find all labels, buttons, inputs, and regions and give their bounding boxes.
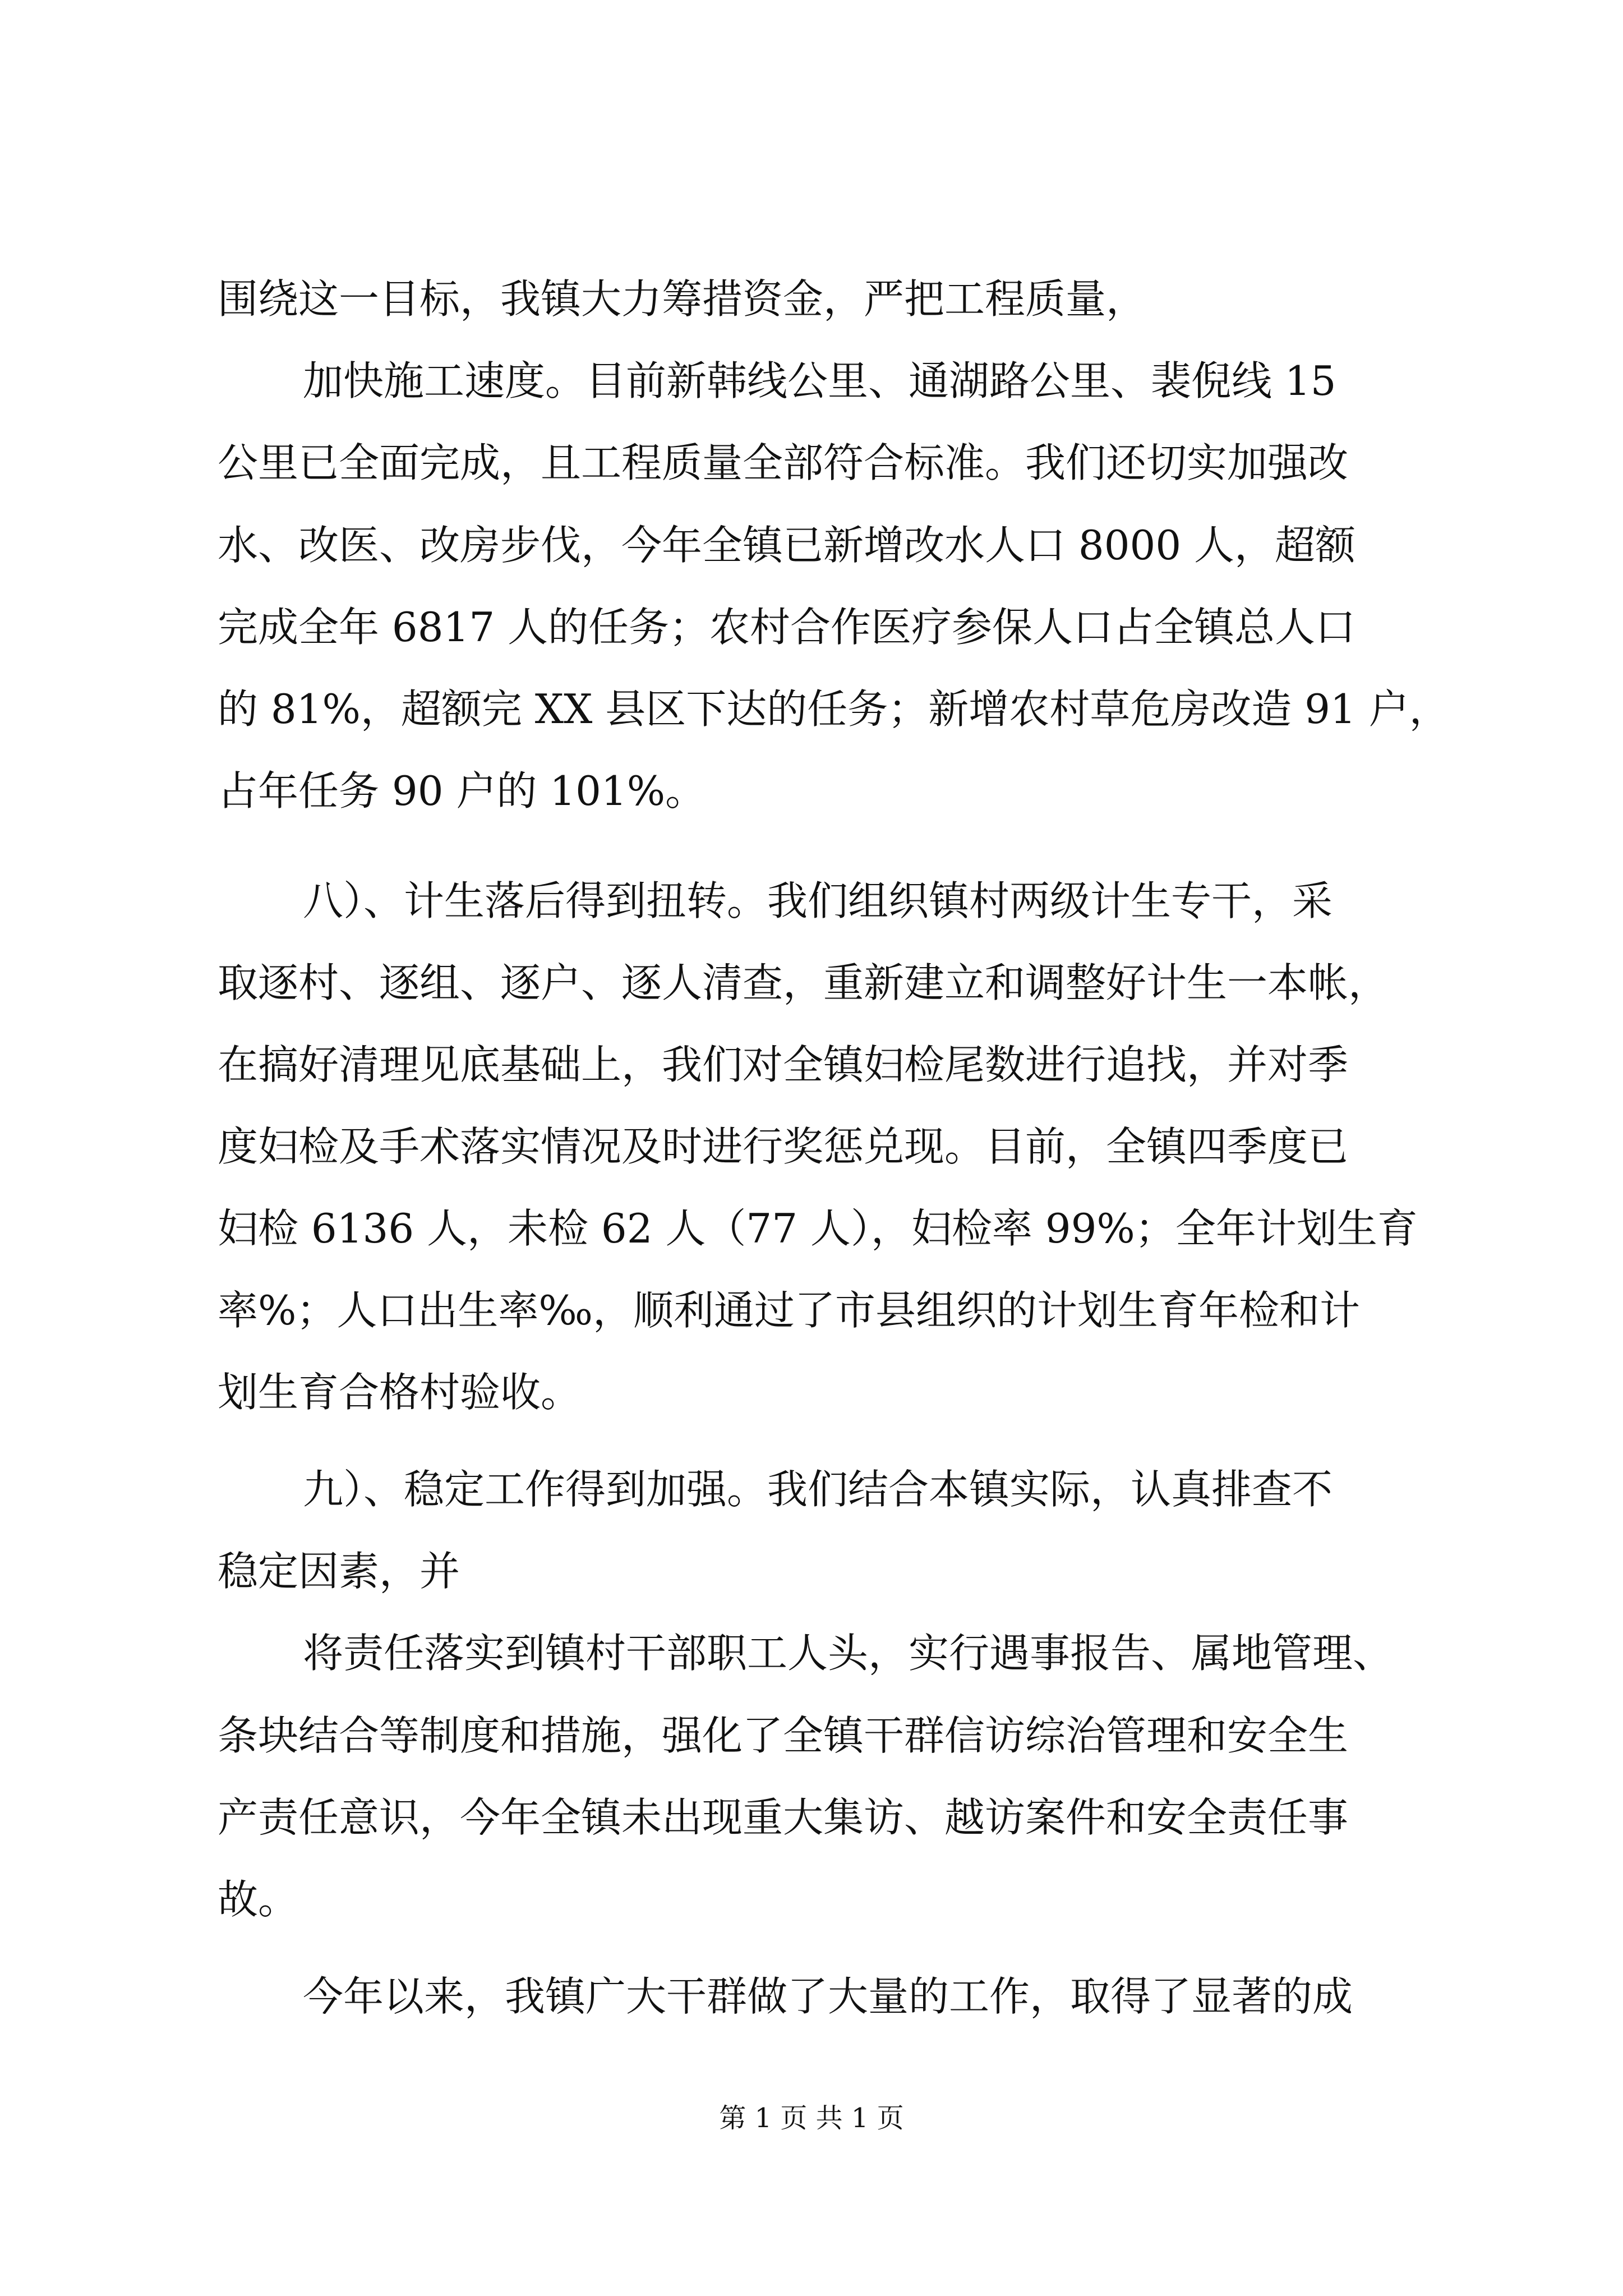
text-line: 故。 bbox=[218, 1876, 299, 1923]
text-line: 度妇检及手术落实情况及时进行奖惩兑现。目前，全镇四季度已 bbox=[218, 1123, 1349, 1170]
text-line: 在搞好清理见底基础上，我们对全镇妇检尾数进行追找，并对季 bbox=[218, 1041, 1349, 1088]
text-line: 围绕这一目标，我镇大力筹措资金，严把工程质量， bbox=[218, 275, 1147, 323]
text-line: 将责任落实到镇村干部职工人头，实行遇事报告、属地管理、 bbox=[303, 1630, 1394, 1677]
text-line: 八）、计生落后得到扭转。我们组织镇村两级计生专干，采 bbox=[303, 877, 1333, 924]
text-line: 稳定因素，并 bbox=[218, 1548, 460, 1595]
text-line: 加快施工速度。目前新韩线公里、通湖路公里、裴倪线 15 bbox=[303, 357, 1336, 404]
text-line: 今年以来，我镇广大干群做了大量的工作，取得了显著的成 bbox=[303, 1973, 1353, 2020]
text-line: 产责任意识，今年全镇未出现重大集访、越访案件和安全责任事 bbox=[218, 1794, 1349, 1841]
text-line: 的 81%，超额完 XX 县区下达的任务；新增农村草危房改造 91 户， bbox=[218, 685, 1450, 733]
text-line: 划生育合格村验收。 bbox=[218, 1369, 582, 1416]
text-line: 公里已全面完成，且工程质量全部符合标准。我们还切实加强改 bbox=[218, 439, 1349, 486]
text-line: 妇检 6136 人，未检 62 人（77 人），妇检率 99%；全年计划生育 bbox=[218, 1205, 1418, 1252]
text-line: 条块结合等制度和措施，强化了全镇干群信访综治管理和安全生 bbox=[218, 1712, 1349, 1759]
text-line: 占年任务 90 户的 101%。 bbox=[218, 767, 706, 815]
text-line: 水、改医、改房步伐，今年全镇已新增改水人口 8000 人，超额 bbox=[218, 522, 1356, 569]
text-line: 率%；人口出生率‰，顺利通过了市县组织的计划生育年检和计 bbox=[218, 1287, 1361, 1334]
text-line: 九）、稳定工作得到加强。我们结合本镇实际，认真排查不 bbox=[303, 1466, 1333, 1513]
page-footer: 第 1 页 共 1 页 bbox=[719, 2102, 904, 2134]
text-line: 取逐村、逐组、逐户、逐人清查，重新建立和调整好计生一本帐， bbox=[218, 959, 1389, 1006]
text-line: 完成全年 6817 人的任务；农村合作医疗参保人口占全镇总人口 bbox=[218, 604, 1356, 651]
